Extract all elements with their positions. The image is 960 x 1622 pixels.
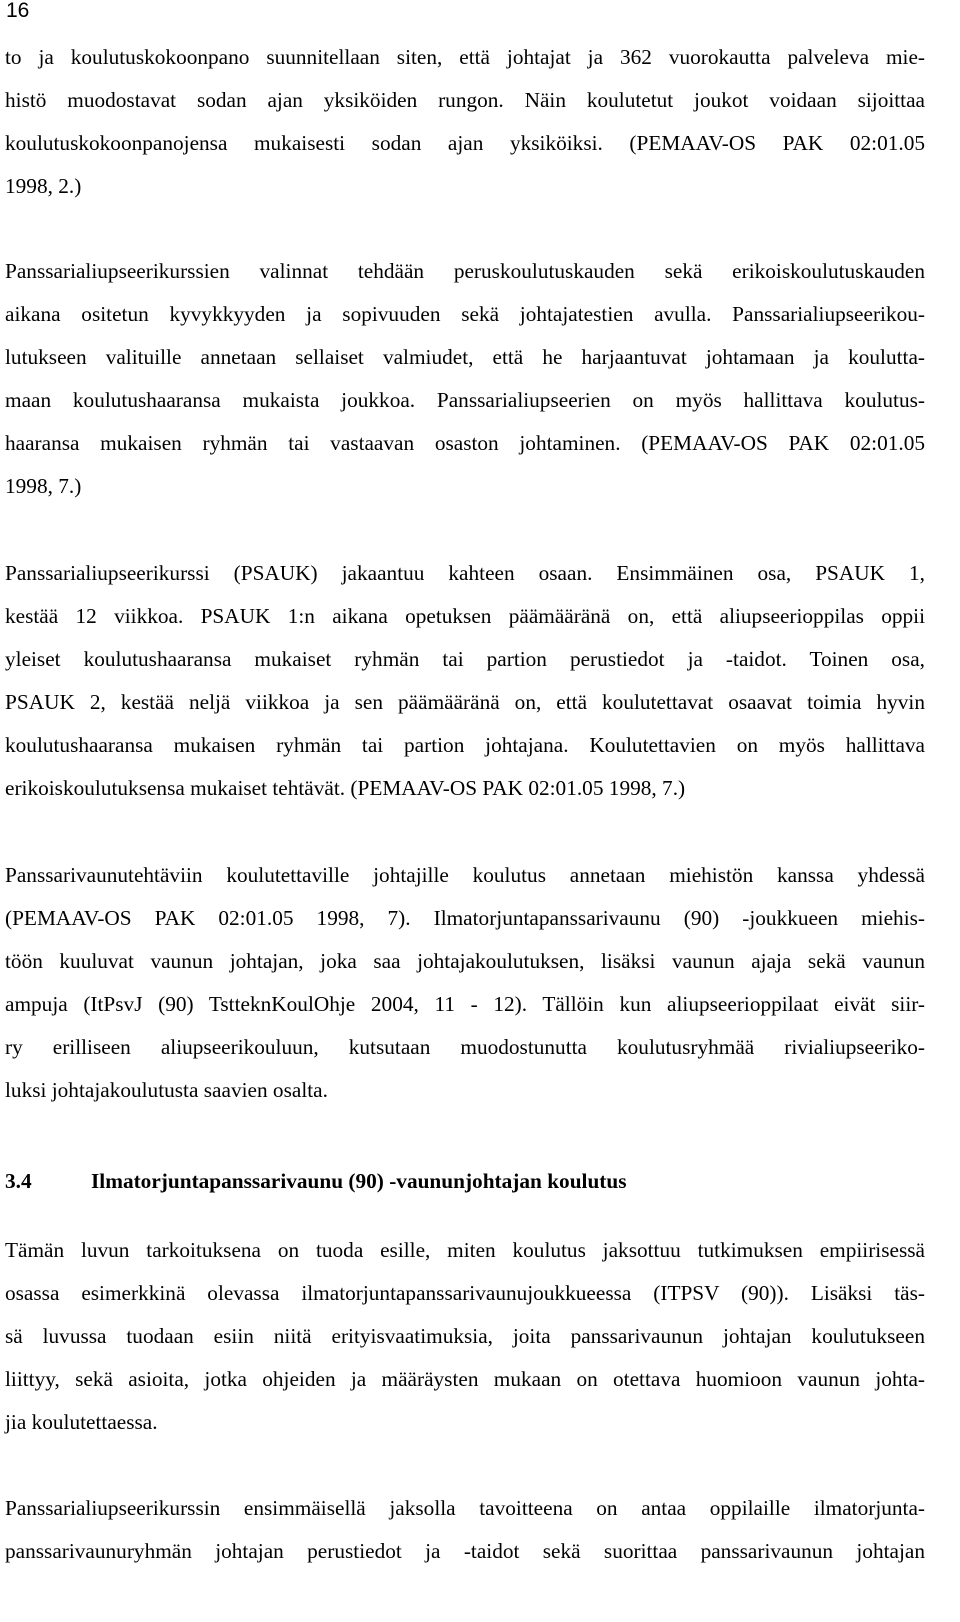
paragraph-2-line-6: 1998, 7.) xyxy=(5,474,82,498)
paragraph-3-line-3: yleiset koulutushaaransa mukaiset ryhmän tai partion perustiedot ja -taidot. Toinen osa, xyxy=(5,647,925,671)
paragraph-1-line-3: koulutuskokoonpanojensa mukaisesti sodan ajan yksiköiksi. (PEMAAV-OS PAK 02:01.05 xyxy=(5,131,925,155)
paragraph-2-line-1: Panssarialiupseerikurssien valinnat tehdään peruskoulutuskauden sekä erikoiskoulutuskauden xyxy=(5,259,925,283)
paragraph-4-line-3: töön kuuluvat vaunun johtajan, joka saa johtajakoulutuksen, lisäksi vaunun ajaja sekä vaunun xyxy=(5,949,925,973)
paragraph-6-line-2: panssarivaunuryhmän johtajan perustiedot ja -taidot sekä suorittaa panssarivaunun johtajan xyxy=(5,1539,925,1563)
paragraph-2-line-5: haaransa mukaisen ryhmän tai vastaavan osaston johtaminen. (PEMAAV-OS PAK 02:01.05 xyxy=(5,431,925,455)
paragraph-5-line-1: Tämän luvun tarkoituksena on tuoda esille, miten koulutus jaksottuu tutkimuksen empiirisessä xyxy=(5,1238,925,1262)
paragraph-4-line-6: luksi johtajakoulutusta saavien osalta. xyxy=(5,1078,328,1102)
paragraph-2-line-2: aikana ositetun kyvykkyyden ja sopivuuden sekä johtajatestien avulla. Panssarialiupseerikou- xyxy=(5,302,925,326)
paragraph-3-line-4: PSAUK 2, kestää neljä viikkoa ja sen päämääränä on, että koulutettavat osaavat toimia hyvin xyxy=(5,690,925,714)
section-title: Ilmatorjuntapanssarivaunu (90) -vaununjohtajan koulutus xyxy=(91,1169,627,1193)
paragraph-5-line-3: sä luvussa tuodaan esiin niitä erityisvaatimuksia, joita panssarivaunun johtajan koulutukseen xyxy=(5,1324,925,1348)
paragraph-4-line-1: Panssarivaunutehtäviin koulutettaville johtajille koulutus annetaan miehistön kanssa yhdessä xyxy=(5,863,925,887)
paragraph-3-line-1: Panssarialiupseerikurssi (PSAUK) jakaantuu kahteen osaan. Ensimmäinen osa, PSAUK 1, xyxy=(5,561,925,585)
paragraph-2-line-4: maan koulutushaaransa mukaista joukkoa. Panssarialiupseerien on myös hallittava koulutus- xyxy=(5,388,925,412)
page-number: 16 xyxy=(6,0,30,22)
paragraph-1-line-1: to ja koulutuskokoonpano suunnitellaan siten, että johtajat ja 362 vuorokautta palveleva mie- xyxy=(5,45,925,69)
paragraph-3-line-2: kestää 12 viikkoa. PSAUK 1:n aikana opetuksen päämääränä on, että aliupseerioppilas oppii xyxy=(5,604,925,628)
section-heading xyxy=(5,1168,627,1194)
paragraph-3-line-5: koulutushaaransa mukaisen ryhmän tai partion johtajana. Koulutettavien on myös hallittava xyxy=(5,733,925,757)
paragraph-1-line-4: 1998, 2.) xyxy=(5,174,82,198)
paragraph-6-line-1: Panssarialiupseerikurssin ensimmäisellä jaksolla tavoitteena on antaa oppilaille ilmatorjunta- xyxy=(5,1496,925,1520)
paragraph-5-line-5: jia koulutettaessa. xyxy=(5,1410,158,1434)
paragraph-4-line-5: ry erilliseen aliupseerikouluun, kutsutaan muodostunutta koulutusryhmää rivialiupseeriko- xyxy=(5,1035,925,1059)
paragraph-1-line-2: histö muodostavat sodan ajan yksiköiden rungon. Näin koulutetut joukot voidaan sijoittaa xyxy=(5,88,925,112)
paragraph-4-line-2: (PEMAAV-OS PAK 02:01.05 1998, 7). Ilmatorjuntapanssarivaunu (90) -joukkueen miehis- xyxy=(5,906,925,930)
paragraph-4-line-4: ampuja (ItPsvJ (90) TstteknKoulOhje 2004, 11 - 12). Tällöin kun aliupseerioppilaat eivät siir- xyxy=(5,992,925,1016)
section-number: 3.4 xyxy=(5,1169,32,1193)
paragraph-3-line-6: erikoiskoulutuksensa mukaiset tehtävät. (PEMAAV-OS PAK 02:01.05 1998, 7.) xyxy=(5,776,686,800)
paragraph-5-line-4: liittyy, sekä asioita, jotka ohjeiden ja määräysten mukaan on otettava huomioon vaunun johta- xyxy=(5,1367,925,1391)
paragraph-5-line-2: osassa esimerkkinä olevassa ilmatorjuntapanssarivaunujoukkueessa (ITPSV (90)). Lisäksi täs- xyxy=(5,1281,925,1305)
paragraph-2-line-3: lutukseen valituille annetaan sellaiset valmiudet, että he harjaantuvat johtamaan ja koulutta- xyxy=(5,345,925,369)
